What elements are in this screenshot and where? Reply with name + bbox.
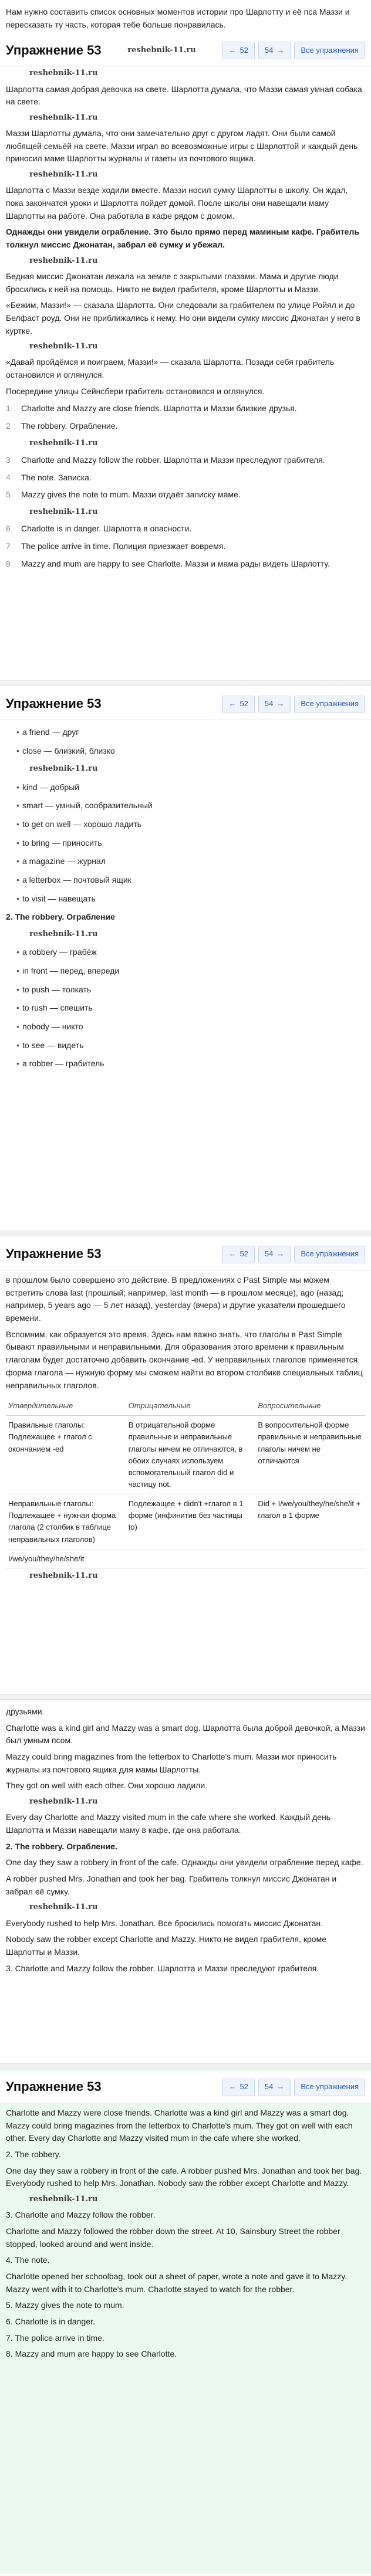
paragraph: Вспомним, как образуется это время. Здесь нам важно знать, что глаголы в Past Simple бывают правильными и неправильными. Для образования этого времени к правильным глаголам будет достаточно добавить окончание -ed. У неправильных глаголов применяется форма глагола — нужную форму мы сможем найти во втором столбике специальных таблиц неправильных глаголов. bbox=[6, 1329, 363, 1390]
table-cell: Правильные глаголы: Подлежащее + глагол с окончанием -ed bbox=[6, 1416, 126, 1494]
vocab-item: • a friend — друг bbox=[16, 726, 365, 739]
table-cell: I/we/you/they/he/she/it bbox=[6, 1549, 126, 1568]
paragraph: «Бежим, Маззи!» — сказала Шарлотта. Они следовали за грабителем по улице Ройял и до Белфаст роуд. Они не приближались к нему. Но они видели сумку миссис Джонатан у него в куртке. bbox=[6, 300, 360, 335]
prev-exercise-button[interactable]: ← 52 bbox=[222, 2079, 254, 2096]
page-title: Упражнение 53 bbox=[6, 42, 102, 57]
paragraph: в прошлом было совершено это действие. В предложениях с Past Simple мы можем встретить слова last (прошлый; например, last month — в прошлом месяце), ago (назад; например, 5 years ago — 5 лет назад), yesterday (вчера) и другие указатели прошедшего времени. bbox=[6, 1275, 346, 1323]
paragraph: Nobody saw the robber except Charlotte and Mazzy. Никто не видел грабителя, кроме Шарлотты и Маззи. bbox=[6, 1934, 326, 1957]
vocab-item: • to rush — спешить bbox=[16, 1002, 365, 1015]
grammar-table bbox=[6, 1397, 365, 1569]
table-cell: Подлежащее + didn't +глагол в 1 форме (инфинитив без частицы to) bbox=[126, 1494, 256, 1550]
table-cell bbox=[255, 1549, 365, 1568]
next-exercise-button[interactable]: 54 → bbox=[258, 1246, 291, 1263]
exercise-header-1 bbox=[0, 35, 371, 66]
vocab-item: • a robbery — грабёж bbox=[16, 946, 365, 959]
section-3 bbox=[0, 1236, 371, 1694]
table-cell: Did + I/we/you/they/he/she/it + глагол в 1 форме bbox=[255, 1494, 365, 1550]
paragraph: Однажды они увидели ограбление. Это было прямо перед маминым кафе. Грабитель толкнул миссис Джонатан, забрал её сумку и убежал. bbox=[6, 227, 359, 249]
vocab-item: • a magazine — журнал bbox=[16, 855, 365, 868]
paragraph: 3. Charlotte and Mazzy follow the robber. Шарлотта и Маззи преследуют грабителя. bbox=[6, 1963, 319, 1973]
arrow-right-icon: → bbox=[276, 1249, 285, 1259]
paragraph: «Давай пройдёмся и поиграем, Маззи!» — сказала Шарлотта. Позади себя грабитель остановился и оглянулся. bbox=[6, 357, 335, 380]
bullet-icon: • bbox=[16, 782, 19, 792]
bullet-icon: • bbox=[16, 875, 19, 884]
list-item: 8 Mazzy and mum are happy to see Charlotte. Маззи и мама рады видеть Шарлотту. bbox=[6, 558, 330, 568]
arrow-left-icon: ← bbox=[228, 45, 237, 55]
paragraph: Charlotte was a kind girl and Mazzy was a smart dog. Шарлотта была доброй девочкой, а Маззи был умным псом. bbox=[6, 1723, 365, 1745]
subheading: 4. The note. bbox=[6, 2255, 50, 2265]
vocab-item: • kind — добрый bbox=[16, 781, 365, 794]
intro-text: Нам нужно составить список основных моментов истории про Шарлотту и её пса Маззи и пересказать ту часть, которая тебе больше понравилась. bbox=[6, 7, 350, 29]
next-exercise-button[interactable]: 54 → bbox=[258, 42, 291, 59]
all-exercises-button[interactable]: Все упражнения bbox=[294, 2079, 365, 2096]
vocab-item: • smart — умный, сообразительный bbox=[16, 799, 365, 812]
column-header: Отрицательные bbox=[126, 1397, 256, 1416]
subheading: 3. Charlotte and Mazzy follow the robber. bbox=[6, 2210, 156, 2220]
arrow-right-icon: → bbox=[276, 699, 285, 709]
bullet-icon: • bbox=[16, 745, 19, 755]
watermark: reshebnik-11.ru bbox=[29, 1571, 98, 1580]
bullet-icon: • bbox=[16, 838, 19, 848]
paragraph: Шарлотта самая добрая девочка на свете. Шарлотта думала, что Маззи самая умная собака на свете. bbox=[6, 84, 362, 107]
bullet-icon: • bbox=[16, 1003, 19, 1013]
next-exercise-button[interactable]: 54 → bbox=[258, 2079, 291, 2096]
watermark: reshebnik-11.ru bbox=[29, 438, 98, 448]
table-header-row bbox=[6, 1397, 365, 1416]
subheading: 7. The police arrive in time. bbox=[6, 2333, 104, 2343]
watermark: reshebnik-11.ru bbox=[127, 45, 196, 55]
list-item: 2 The robbery. Ограбление. bbox=[6, 421, 118, 431]
arrow-right-icon: → bbox=[276, 45, 285, 55]
exercise-header-3 bbox=[0, 1239, 371, 1270]
paragraph: One day they saw a robbery in front of the cafe. Однажды они увидели ограбление перед кафе. bbox=[6, 1858, 363, 1867]
paragraph: One day they saw a robbery in front of the cafe. A robber pushed Mrs. Jonathan and took her bag. Everybody rushed to help Mrs. Jonathan. Nobody saw the robber except Charlotte and Mazzy. bbox=[6, 2165, 362, 2188]
watermark: reshebnik-11.ru bbox=[29, 1903, 98, 1912]
list-item: 7 The police arrive in time. Полиция приезжает вовремя. bbox=[6, 541, 226, 551]
table-cell: В вопросительной форме правильные и неправильные глаголы ничем не отличаются bbox=[255, 1416, 365, 1494]
vocab-item: • to bring — приносить bbox=[16, 837, 365, 850]
table-row bbox=[6, 1494, 365, 1550]
subheading: 8. Mazzy and mum are happy to see Charlotte. bbox=[6, 2349, 177, 2359]
paragraph: They got on well with each other. Они хорошо ладили. bbox=[6, 1781, 208, 1791]
paragraph: Charlotte and Mazzy followed the robber down the street. At 10, Sainsbury Street the robber stopped, looked around and went inside. bbox=[6, 2226, 340, 2249]
bullet-icon: • bbox=[16, 984, 19, 994]
bullet-icon: • bbox=[16, 947, 19, 957]
vocab-item: • to push — толкать bbox=[16, 984, 365, 996]
paragraph: Mazzy could bring magazines from the letterbox to Charlotte's mum. Маззи мог приносить журналы из почтового ящика для мамы Шарлотты. bbox=[6, 1752, 337, 1774]
watermark: reshebnik-11.ru bbox=[29, 170, 98, 179]
bullet-icon: • bbox=[16, 965, 19, 975]
column-header: Вопросительные bbox=[255, 1397, 365, 1416]
paragraph: A robber pushed Mrs. Jonathan and took her bag. Грабитель толкнул миссис Джонатан и забрал её сумку. bbox=[6, 1874, 337, 1896]
section-4 bbox=[0, 1700, 371, 2063]
table-cell: Неправильные глаголы: Подлежащее + нужная форма глагола (2 столбик в таблице неправильных глаголов) bbox=[6, 1494, 126, 1550]
watermark: reshebnik-11.ru bbox=[29, 507, 98, 517]
watermark: reshebnik-11.ru bbox=[29, 342, 98, 351]
all-exercises-button[interactable]: Все упражнения bbox=[294, 1246, 365, 1263]
vocab-item: • to visit — навещать bbox=[16, 893, 365, 906]
section-divider bbox=[0, 680, 371, 686]
list-item: 5 Mazzy gives the note to mum. Маззи отдаёт записку маме. bbox=[6, 490, 241, 500]
paragraph: Шарлотта с Маззи везде ходили вместе. Маззи носил сумку Шарлотты в школу. Он ждал, пока закончатся уроки и Шарлотта пойдет домой. После школы они навещали маму Шарлотты на работе. Она работала в кафе рядом с домом. bbox=[6, 185, 348, 221]
section-2 bbox=[0, 686, 371, 1231]
paragraph: Charlotte opened her schoolbag, took out a sheet of paper, wrote a note and gave it to Mazzy. Mazzy went with it to Charlotte's mum. Charlotte stayed to watch for the robber. bbox=[6, 2272, 348, 2294]
arrow-left-icon: ← bbox=[228, 1249, 237, 1259]
subheading: 2. The robbery. bbox=[6, 2150, 61, 2160]
next-exercise-button[interactable]: 54 → bbox=[258, 696, 291, 713]
vocab-item: • to see — видеть bbox=[16, 1039, 365, 1052]
section-divider bbox=[0, 2063, 371, 2069]
paragraph: Посередине улицы Сейнсбери грабитель остановился и оглянулся. bbox=[6, 386, 265, 396]
vocab-item: • close — близкий, близко bbox=[16, 745, 365, 758]
vocab-item: • nobody — никто bbox=[16, 1021, 365, 1033]
table-cell: В отрицательной форме правильные и неправильные глаголы ничем не отличаются, в обоих случаях используем вспомогательный глагол did и частицу not. bbox=[126, 1416, 256, 1494]
vocab-item: • a letterbox — почтовый ящик bbox=[16, 874, 365, 887]
outline-list bbox=[6, 402, 365, 570]
bullet-icon: • bbox=[16, 819, 19, 829]
bullet-icon: • bbox=[16, 1040, 19, 1050]
vocab-item: • to get on well — хорошо ладить bbox=[16, 818, 365, 831]
list-item: 4 The note. Записка. bbox=[6, 472, 92, 482]
arrow-right-icon: → bbox=[276, 2082, 285, 2092]
nav-group bbox=[222, 1246, 365, 1263]
paragraph: Бедная миссис Джонатан лежала на земле с закрытыми глазами. Мама и другие люди бросились к ней на помощь. Никто не видел грабителя, кроме Шарлотты и Маззи. bbox=[6, 271, 339, 294]
nav-group bbox=[222, 696, 365, 713]
bullet-icon: • bbox=[16, 893, 19, 903]
subheading: 2. The robbery. Ограбление bbox=[6, 912, 115, 922]
page-title: Упражнение 53 bbox=[6, 696, 102, 711]
table-row bbox=[6, 1416, 365, 1494]
exercise-header-2 bbox=[0, 689, 371, 720]
bullet-icon: • bbox=[16, 1021, 19, 1031]
subheading: 5. Mazzy gives the note to mum. bbox=[6, 2300, 124, 2310]
all-exercises-button[interactable]: Все упражнения bbox=[294, 696, 365, 713]
bullet-icon: • bbox=[16, 727, 19, 737]
paragraph: друзьями. bbox=[6, 1707, 45, 1716]
prev-exercise-button[interactable]: ← 52 bbox=[222, 1246, 254, 1263]
paragraph: Charlotte and Mazzy were close friends. Charlotte was a kind girl and Mazzy was a smart dog. Mazzy could bring magazines from the letterbox to Charlotte's mum. They got on well with each other. Every day Charlotte and Mazzy visited mum in the cafe where she worked. bbox=[6, 2108, 353, 2143]
list-item: 1 Charlotte and Mazzy are close friends. Шарлотта и Маззи близкие друзья. bbox=[6, 404, 297, 413]
vocab-item: • in front — перед, впереди bbox=[16, 965, 365, 978]
paragraph: Every day Charlotte and Mazzy visited mum in the cafe where she worked. Каждый день Шарлотта и Маззи навещали маму в кафе, где она работала. bbox=[6, 1812, 331, 1835]
column-header: Утвердительные bbox=[6, 1397, 126, 1416]
arrow-left-icon: ← bbox=[228, 2082, 237, 2092]
section-5 bbox=[0, 2069, 371, 2574]
list-item: 3 Charlotte and Mazzy follow the robber. Шарлотта и Маззи преследуют грабителя. bbox=[6, 455, 325, 465]
watermark: reshebnik-11.ru bbox=[29, 256, 98, 265]
watermark: reshebnik-11.ru bbox=[29, 2195, 98, 2204]
bullet-icon: • bbox=[16, 1059, 19, 1069]
bullet-icon: • bbox=[16, 801, 19, 811]
watermark: reshebnik-11.ru bbox=[29, 113, 98, 122]
arrow-left-icon: ← bbox=[228, 699, 237, 709]
subheading: 6. Charlotte is in danger. bbox=[6, 2317, 95, 2327]
vocab-item: • a robber — грабитель bbox=[16, 1057, 365, 1070]
all-exercises-button[interactable]: Все упражнения bbox=[294, 42, 365, 59]
prev-exercise-button[interactable]: ← 52 bbox=[222, 42, 254, 59]
nav-group bbox=[222, 42, 365, 59]
section-divider bbox=[0, 1231, 371, 1236]
paragraph: Everybody rushed to help Mrs. Jonathan. Все бросились помогать миссис Джонатан. bbox=[6, 1918, 323, 1928]
table-cell bbox=[126, 1549, 256, 1568]
section-1 bbox=[0, 0, 371, 680]
exercise-header-5 bbox=[0, 2072, 371, 2103]
watermark: reshebnik-11.ru bbox=[29, 930, 98, 939]
watermark: reshebnik-11.ru bbox=[29, 1797, 98, 1806]
list-item: 6 Charlotte is in danger. Шарлотта в опасности. bbox=[6, 524, 192, 534]
watermark: reshebnik-11.ru bbox=[29, 764, 98, 774]
section-divider bbox=[0, 1694, 371, 1700]
page-title: Упражнение 53 bbox=[6, 1246, 102, 1262]
bullet-icon: • bbox=[16, 856, 19, 866]
prev-exercise-button[interactable]: ← 52 bbox=[222, 696, 254, 713]
nav-group bbox=[222, 2079, 365, 2096]
table-row bbox=[6, 1549, 365, 1568]
watermark: reshebnik-11.ru bbox=[29, 69, 98, 78]
page-title: Упражнение 53 bbox=[6, 2079, 102, 2094]
paragraph: Маззи Шарлотты думала, что они замечательно друг с другом ладят. Они были самой любящей семьёй на свете. Маззи играл во всевозможные игры с Шарлоттой и каждый день приносил маме Шарлотты журналы и газеты из почтового ящика. bbox=[6, 128, 358, 164]
subheading: 2. The robbery. Ограбление. bbox=[6, 1841, 117, 1851]
